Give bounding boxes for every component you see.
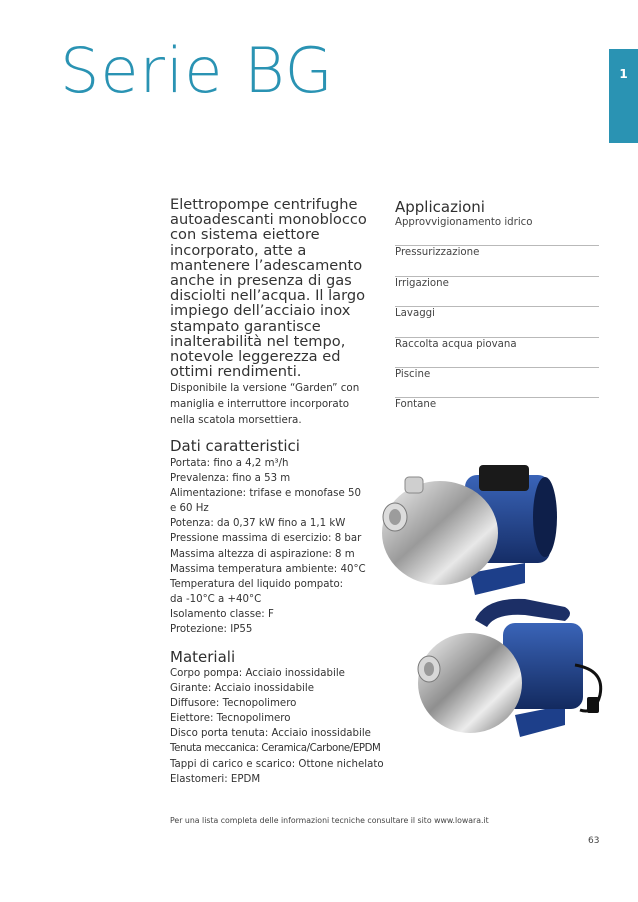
section-tab xyxy=(609,49,638,143)
pump-image xyxy=(375,455,565,600)
dati-list xyxy=(170,456,375,637)
list-item: Tenuta meccanica: Ceramica/Carbone/EPDM xyxy=(170,743,381,755)
list-item: Massima altezza di aspirazione: 8 m xyxy=(170,548,355,560)
list-item: Piscine xyxy=(395,368,599,398)
list-item: Disco porta tenuta: Acciaio inossidabile xyxy=(170,728,371,740)
list-item: Raccolta acqua piovana xyxy=(395,338,599,368)
list-item: Approvvigionamento idrico xyxy=(395,216,599,246)
list-item: Prevalenza: fino a 53 m xyxy=(170,473,291,485)
list-item: Portata: fino a 4,2 m³/h xyxy=(170,458,289,469)
list-item: Pressurizzazione xyxy=(395,246,599,276)
list-item: Tappi di carico e scarico: Ottone nichelato xyxy=(170,758,384,770)
list-item: Temperatura del liquido pompato: xyxy=(170,578,344,590)
garden-note: Disponibile la versione “Garden” con maniglia e interruttore incorporato nella scatola morsettiera. xyxy=(170,382,360,426)
list-item: Lavaggi xyxy=(395,307,599,337)
dati-title: Dati caratteristici xyxy=(170,437,300,455)
page-title: Serie BG xyxy=(60,34,334,107)
intro-text: Elettropompe centrifughe autoadescanti monoblocco con sistema eiettore incorporato, atte a mantenere l’adescamento anche in presenza di gas disciolti nell’acqua. Il largo impiego dell’acciaio inox stampato garantisce inalterabilità nel tempo, notevole leggerezza ed ottimi rendimenti. xyxy=(170,196,367,381)
applicazioni-title: Applicazioni xyxy=(395,198,485,216)
list-item: Massima temperatura ambiente: 40°C xyxy=(170,563,366,575)
footer-note: Per una lista completa delle informazioni tecniche consultare il sito www.lowara.it xyxy=(170,816,489,825)
list-item: Isolamento classe: F xyxy=(170,608,274,620)
list-item: Fontane xyxy=(395,399,437,411)
list-item: Irrigazione xyxy=(395,277,599,307)
materiali-list xyxy=(170,666,384,787)
list-item: Diffusore: Tecnopolimero xyxy=(170,698,297,710)
list-item: da -10°C a +40°C xyxy=(170,593,262,605)
list-item: Alimentazione: trifase e monofase 50 e 60 Hz xyxy=(170,488,361,515)
materiali-title: Materiali xyxy=(170,648,236,666)
list-item: Elastomeri: EPDM xyxy=(170,773,261,785)
section-number: 1 xyxy=(619,67,628,81)
list-item: Eiettore: Tecnopolimero xyxy=(170,713,291,725)
list-item: Protezione: IP55 xyxy=(170,624,253,636)
list-item: Corpo pompa: Acciaio inossidabile xyxy=(170,668,345,679)
applicazioni-list xyxy=(395,216,599,429)
list-item: Potenza: da 0,37 kW fino a 1,1 kW xyxy=(170,518,346,530)
list-item: Pressione massima di esercizio: 8 bar xyxy=(170,533,362,545)
page-number: 63 xyxy=(588,836,600,846)
pump-garden-image xyxy=(415,595,605,745)
list-item: Girante: Acciaio inossidabile xyxy=(170,683,314,695)
